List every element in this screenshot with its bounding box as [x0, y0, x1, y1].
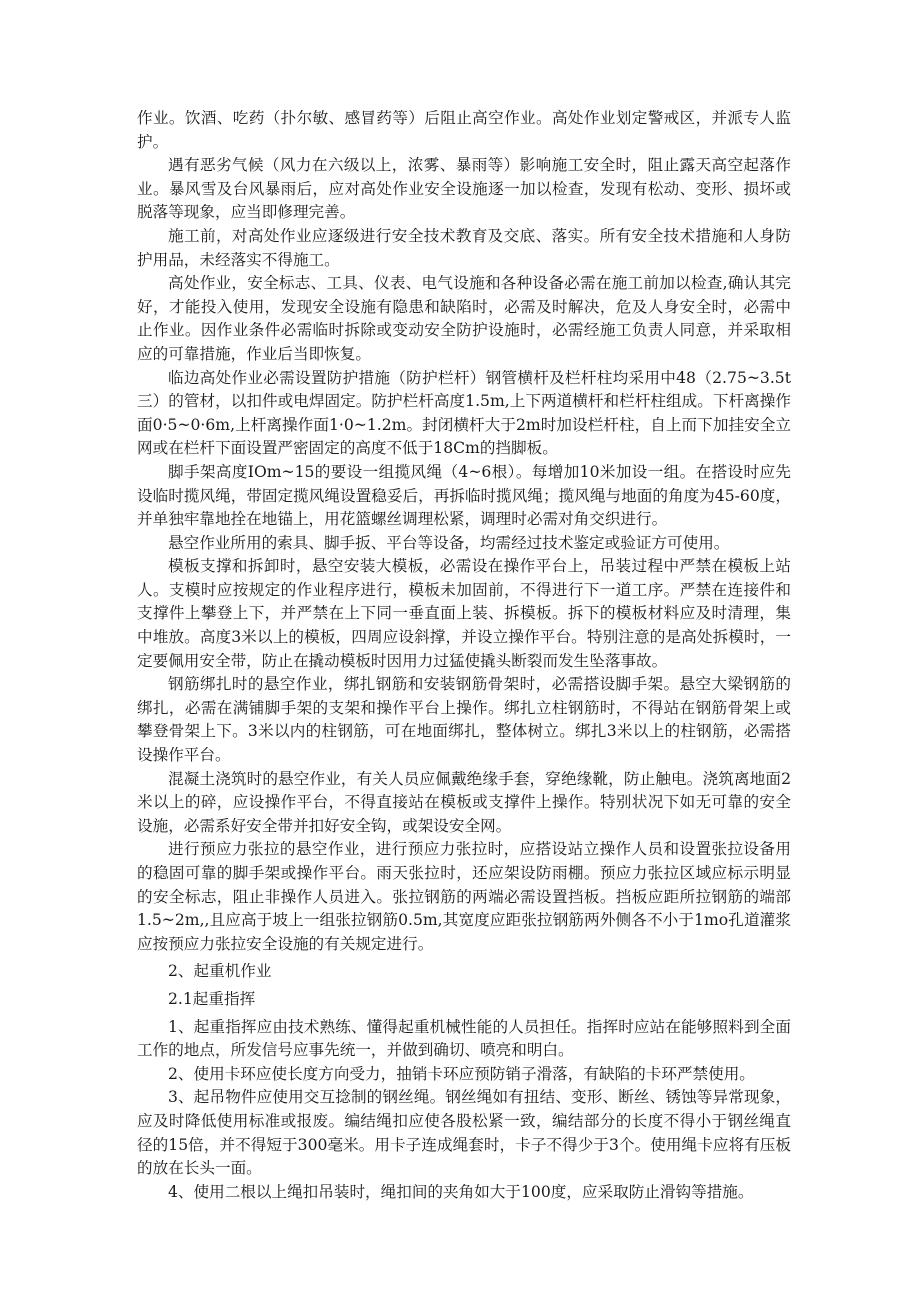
paragraph-6: 脚手架高度IOm~15的要设一组揽风绳（4~6根）。每增加10米加设一组。在搭设时应先设临时揽风绳，带固定揽风绳设置稳妥后，再拆临时揽风绳；揽风绳与地面的角度为45-60度，并单独牢靠地拴在地锚上，用花篮螺丝调理松紧，调理时必需对角交织进行。 [137, 462, 791, 529]
paragraph-1: 作业。饮酒、吃药（扑尔敏、感冒药等）后阻止高空作业。高处作业划定警戒区，并派专人监护。 [137, 109, 791, 151]
document-page [137, 107, 791, 1204]
paragraph-11: 进行预应力张拉的悬空作业，进行预应力张拉时，应搭设站立操作人员和设置张拉设备用的稳固可靠的脚手架或操作平台。雨天张拉时，还应架设防雨棚。预应力张拉区域应标示明显的安全标志，阻止非操作人员进入。张拉钢筋的两端必需设置挡板。挡板应距所拉钢筋的端部1.5~2m,,且应高于坡上一组张拉钢筋0.5m,其宽度应距张拉钢筋两外侧各不小于1mo孔道灌浆应按预应力张拉安全设施的有关规定进行。 [137, 840, 791, 953]
section-heading: 2、起重机作业 [168, 962, 272, 981]
list-item-1: 1、起重指挥应由技术熟练、懂得起重机械性能的人员担任。指挥时应站在能够照料到全面工作的地点，所发信号应事先统一，并做到确切、喷亮和明白。 [137, 1017, 791, 1060]
paragraph-7: 悬空作业所用的索具、脚手扳、平台等设备，均需经过技术鉴定或验证方可使用。 [168, 533, 730, 552]
paragraph-3: 施工前，对高处作业应逐级进行安全技术教育及交底、落实。所有安全技术措施和人身防护用品，未经落实不得施工。 [137, 226, 791, 269]
paragraph-4: 高处作业，安全标志、工具、仪表、电气设施和各种设备必需在施工前加以检查,确认其完好，才能投入使用，发现安全设施有隐患和缺陷时，必需及时解决，危及人身安全时，必需中止作业。因作业条件必需临时拆除或变动安全防护设施时，必需经施工负责人同意，并采取相应的可靠措施，作业后当即恢复。 [137, 274, 791, 363]
paragraph-2: 遇有恶劣气候（风力在六级以上，浓雾、暴雨等）影响施工安全时，阻止露天高空起落作业。暴风雪及台风暴雨后，应对高处作业安全设施逐一加以检查，发现有松动、变形、损坏或脱落等现象，应当即修理完善。 [137, 156, 791, 222]
list-item-4: 4、使用二根以上绳扣吊装时，绳扣间的夹角如大于100度，应采取防止滑钩等措施。 [168, 1182, 754, 1201]
paragraph-5: 临边高处作业必需设置防护措施（防护栏杆）钢管横杆及栏杆柱均采用中48（2.75~3.5t三）的管材，以扣件或电焊固定。防护栏杆高度1.5m,上下两道横杆和栏杆柱组成。下杆离操作面0·5~0·6m,上杆离操作面1·0~1.2m。封闭横杆大于2m时加设栏杆柱，自上而下加挂安全立网或在栏杆下面设置严密固定的高度不低于18Cm的挡脚板。 [137, 368, 791, 458]
paragraph-10: 混凝土浇筑时的悬空作业，有关人员应佩戴绝缘手套，穿绝缘靴，防止触电。浇筑离地面2米以上的碎，应设操作平台，不得直接站在模板或支撑件上操作。特别状况下如无可靠的安全设施，必需系好安全带并扣好安全钩，或架设安全网。 [137, 769, 791, 835]
list-item-3: 3、起吊物件应使用交互捻制的钢丝绳。钢丝绳如有扭结、变形、断丝、锈蚀等异常现象，应及时降低使用标准或报废。编结绳扣应使各股松紧一致，编结部分的长度不得小于钢丝绳直径的15倍，并不得短于300毫米。用卡子连成绳套时，卡子不得少于3个。使用绳卡应将有压板的放在长头一面。 [137, 1088, 791, 1178]
paragraph-9: 钢筋绑扎时的悬空作业，绑扎钢筋和安装钢筋骨架时，必需搭设脚手架。悬空大梁钢筋的绑扎，必需在满铺脚手架的支架和操作平台上操作。绑扎立柱钢筋时，不得站在钢筋骨架上或攀登骨架上下。3米以内的柱钢筋，可在地面绑扎，整体树立。绑扎3米以上的柱钢筋，必需搭设操作平台。 [137, 675, 791, 765]
paragraph-8: 模板支撑和拆卸时，悬空安装大模板，必需设在操作平台上，吊装过程中严禁在模板上站人。支模时应按规定的作业程序进行，模板未加固前，不得进行下一道工序。严禁在连接件和支撑件上攀登上下，并严禁在上下同一垂直面上装、拆模板。拆下的模板材料应及时清理，集中堆放。高度3米以上的模板，四周应设斜撑，并设立操作平台。特别注意的是高处拆模时，一定要佩用安全带，防止在撬动模板时因用力过猛使撬头断裂而发生坠落事故。 [137, 557, 791, 670]
subsection-heading: 2.1起重指挥 [168, 989, 256, 1008]
list-item-2: 2、使用卡环应使长度方向受力，抽销卡环应预防销子滑落，有缺陷的卡环严禁使用。 [168, 1064, 755, 1083]
